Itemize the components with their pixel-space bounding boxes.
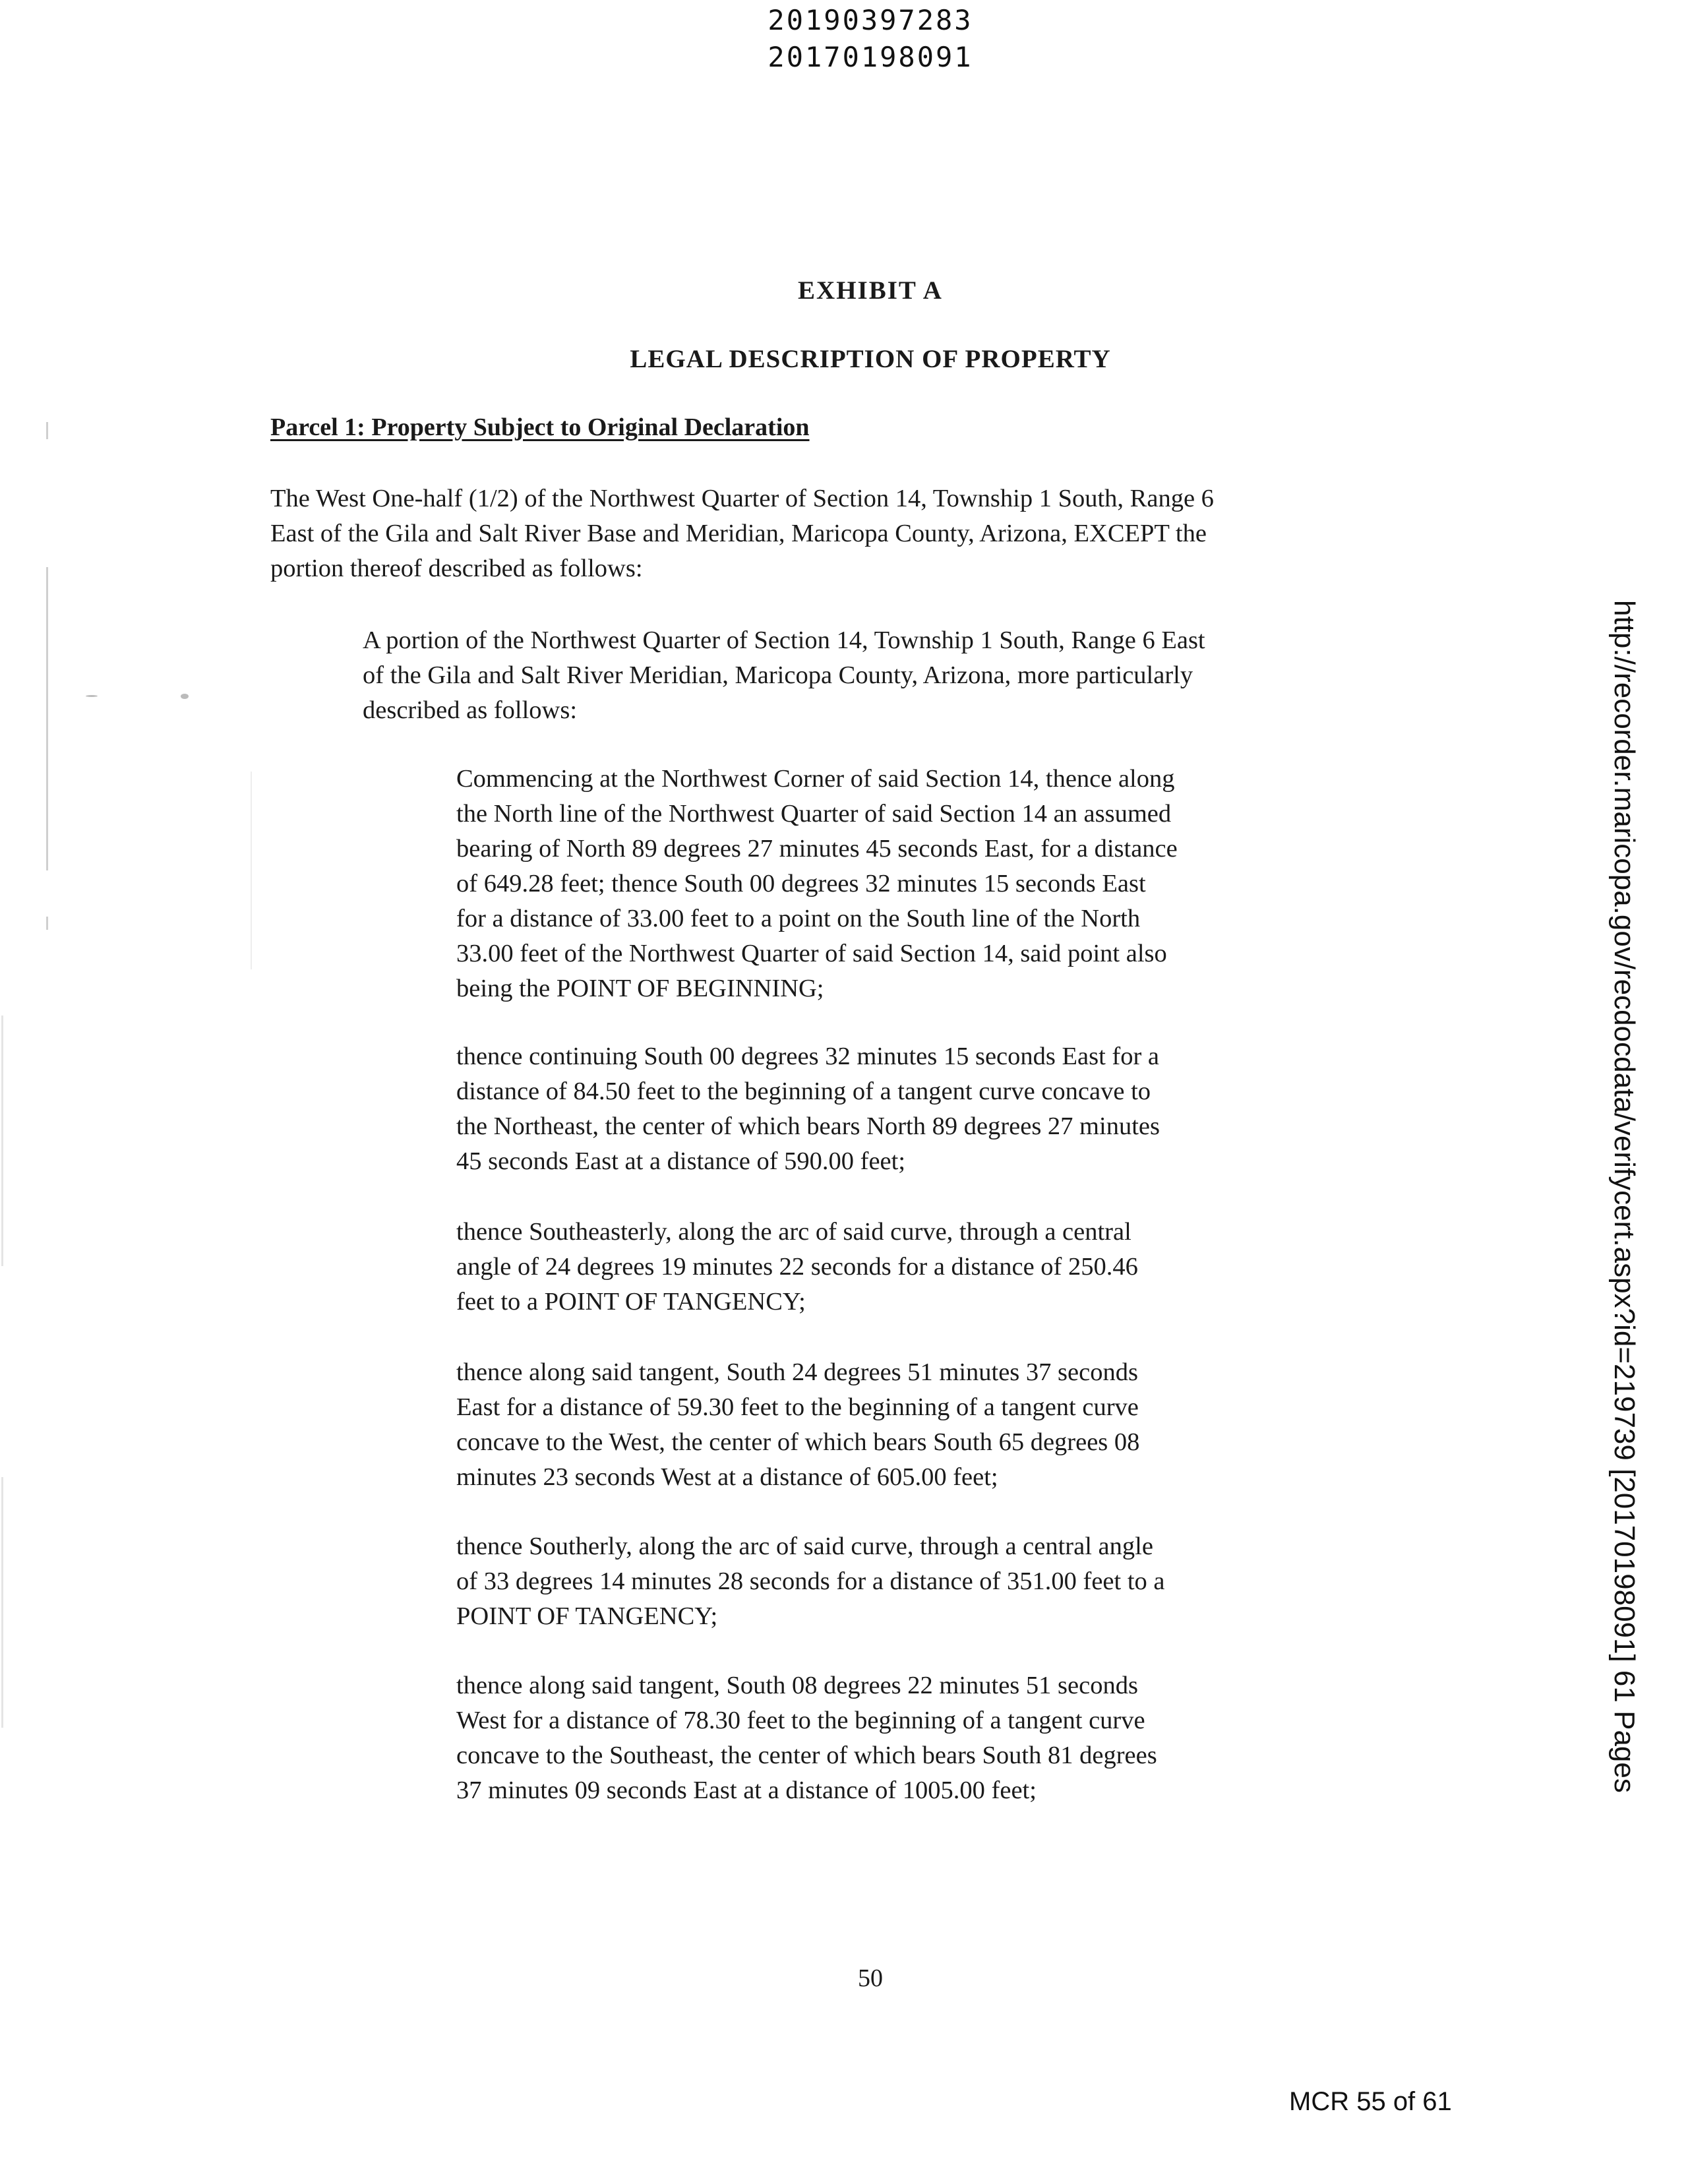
paragraph-line: feet to a POINT OF TANGENCY; xyxy=(456,1288,806,1316)
paragraph-line: distance of 84.50 feet to the beginning of a tangent curve concave to xyxy=(456,1077,1151,1105)
paragraph xyxy=(270,481,1214,586)
page-number: 50 xyxy=(858,1964,883,1992)
scan-mark xyxy=(1,1477,3,1728)
scan-mark xyxy=(251,772,252,969)
paragraph-line: the North line of the Northwest Quarter of said Section 14 an assumed xyxy=(456,800,1172,828)
paragraph-line: The West One-half (1/2) of the Northwest Quarter of Section 14, Township 1 South, Range 6 xyxy=(270,485,1214,512)
record-number-secondary: 20170198091 xyxy=(768,41,973,73)
paragraph-line: bearing of North 89 degrees 27 minutes 45 seconds East, for a distance xyxy=(456,835,1178,863)
scan-mark xyxy=(46,567,48,870)
paragraph-line: being the POINT OF BEGINNING; xyxy=(456,975,824,1002)
paragraph-line: West for a distance of 78.30 feet to the beginning of a tangent curve xyxy=(456,1707,1145,1734)
paragraph xyxy=(456,1039,1160,1179)
scan-mark xyxy=(1,1016,3,1266)
paragraph-line: thence continuing South 00 degrees 32 minutes 15 seconds East for a xyxy=(456,1043,1160,1070)
parcel-heading: Parcel 1: Property Subject to Original Declaration xyxy=(270,413,810,441)
scan-speck xyxy=(181,694,189,699)
paragraph-line: A portion of the Northwest Quarter of Section 14, Township 1 South, Range 6 East xyxy=(363,626,1205,654)
paragraph-line: of 649.28 feet; thence South 00 degrees 32 minutes 15 seconds East xyxy=(456,870,1146,897)
section-title: LEGAL DESCRIPTION OF PROPERTY xyxy=(630,345,1111,373)
paragraph xyxy=(456,762,1178,1006)
paragraph-line: POINT OF TANGENCY; xyxy=(456,1602,718,1630)
paragraph xyxy=(456,1529,1165,1634)
paragraph-line: of the Gila and Salt River Meridian, Maricopa County, Arizona, more particularly xyxy=(363,661,1193,689)
scan-speck xyxy=(86,695,98,697)
paragraph-line: 37 minutes 09 seconds East at a distance of 1005.00 feet; xyxy=(456,1776,1037,1804)
paragraph-line: concave to the West, the center of which bears South 65 degrees 08 xyxy=(456,1428,1140,1456)
paragraph xyxy=(456,1215,1138,1320)
footer-page-counter: MCR 55 of 61 xyxy=(1289,2087,1452,2116)
paragraph-line: portion thereof described as follows: xyxy=(270,555,643,582)
paragraph xyxy=(456,1355,1139,1495)
paragraph-line: angle of 24 degrees 19 minutes 22 seconds for a distance of 250.46 xyxy=(456,1253,1138,1281)
paragraph-line: of 33 degrees 14 minutes 28 seconds for a distance of 351.00 feet to a xyxy=(456,1567,1165,1595)
paragraph-line: 33.00 feet of the Northwest Quarter of said Section 14, said point also xyxy=(456,940,1167,967)
paragraph-line: thence Southeasterly, along the arc of said curve, through a central xyxy=(456,1218,1131,1246)
record-number-primary: 20190397283 xyxy=(768,4,973,36)
paragraph xyxy=(456,1668,1157,1808)
scan-mark xyxy=(46,422,48,439)
paragraph-line: thence along said tangent, South 08 degrees 22 minutes 51 seconds xyxy=(456,1672,1138,1699)
scan-mark xyxy=(46,917,48,930)
exhibit-title: EXHIBIT A xyxy=(798,276,943,305)
paragraph-line: Commencing at the Northwest Corner of said Section 14, thence along xyxy=(456,765,1175,793)
paragraph-line: concave to the Southeast, the center of which bears South 81 degrees xyxy=(456,1742,1157,1769)
paragraph-line: East of the Gila and Salt River Base and Meridian, Maricopa County, Arizona, EXCEPT the xyxy=(270,520,1207,547)
paragraph-line: thence along said tangent, South 24 degrees 51 minutes 37 seconds xyxy=(456,1358,1138,1386)
verification-url: http://recorder.maricopa.gov/recdocdata/verifycert.aspx?id=219739 [20170198091] 61 Pages xyxy=(1608,600,1641,1793)
paragraph-line: thence Southerly, along the arc of said curve, through a central angle xyxy=(456,1532,1153,1560)
paragraph xyxy=(363,623,1205,728)
paragraph-line: for a distance of 33.00 feet to a point on the South line of the North xyxy=(456,905,1141,932)
paragraph-line: minutes 23 seconds West at a distance of 605.00 feet; xyxy=(456,1463,998,1491)
paragraph-line: 45 seconds East at a distance of 590.00 feet; xyxy=(456,1147,906,1175)
paragraph-line: the Northeast, the center of which bears North 89 degrees 27 minutes xyxy=(456,1112,1160,1140)
paragraph-line: East for a distance of 59.30 feet to the beginning of a tangent curve xyxy=(456,1393,1139,1421)
paragraph-line: described as follows: xyxy=(363,696,578,724)
